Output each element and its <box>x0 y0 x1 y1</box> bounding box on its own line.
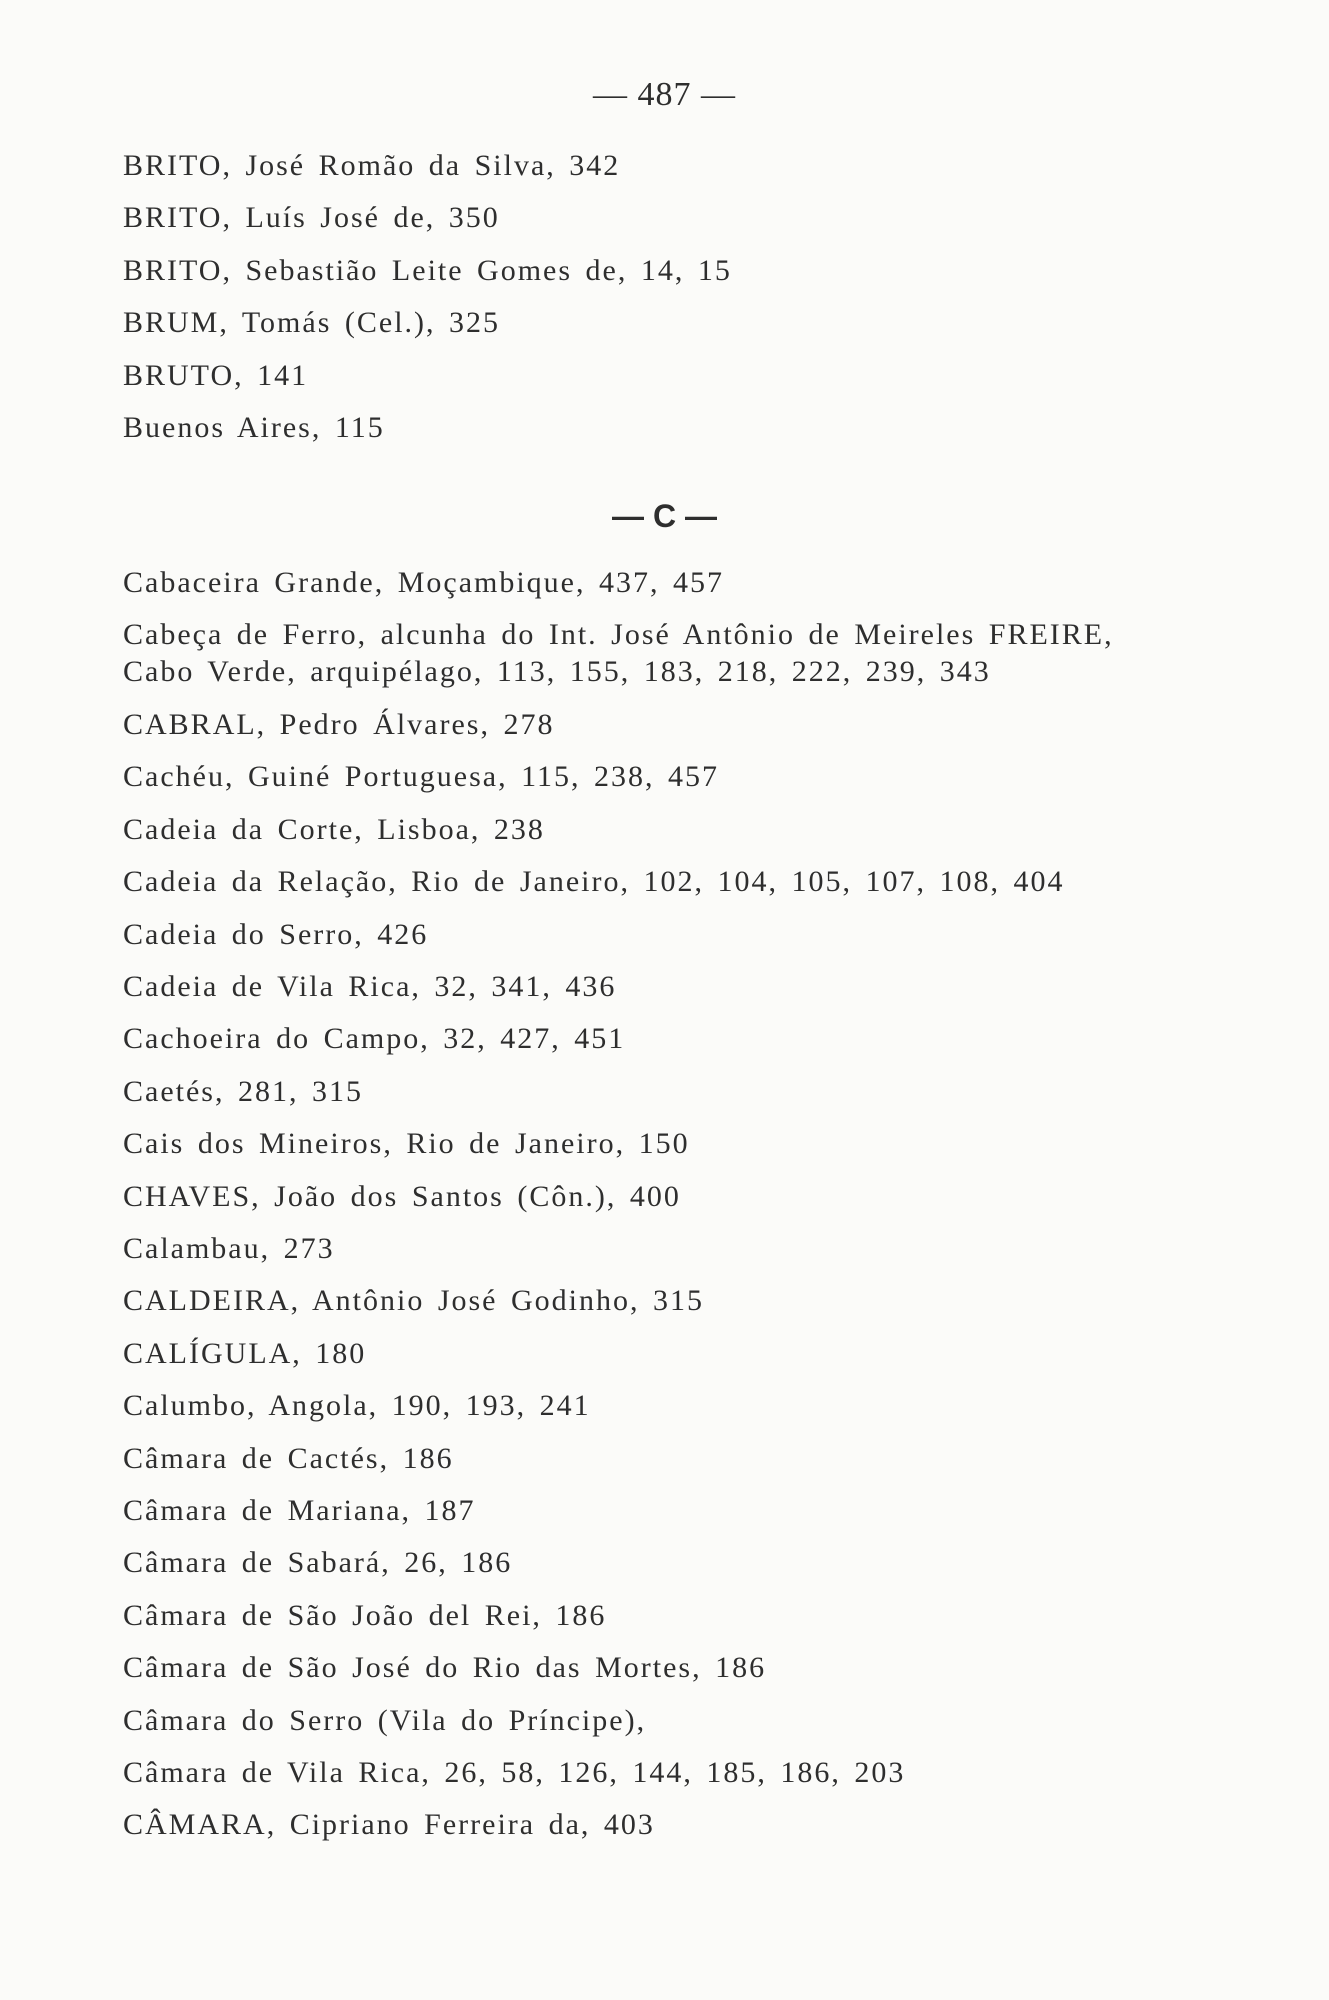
index-entry: Cabeça de Ferro, alcunha do Int. José Antônio de Meireles FREIRE, <box>123 618 1114 651</box>
section-heading-c: — C — <box>612 498 717 534</box>
index-entry: CÂMARA, Cipriano Ferreira da, 403 <box>123 1808 655 1842</box>
page-number: — 487 — <box>593 76 736 113</box>
index-entry: Caetés, 281, 315 <box>123 1074 363 1108</box>
index-entry: Cadeia de Vila Rica, 32, 341, 436 <box>123 970 617 1003</box>
index-entry: BRITO, José Romão da Silva, 342 <box>123 149 621 182</box>
index-entry: Cadeia do Serro, 426 <box>123 917 429 951</box>
index-entry: CHAVES, João dos Santos (Côn.), 400 <box>123 1179 681 1213</box>
index-entry: Calambau, 273 <box>123 1232 335 1265</box>
index-entry: BRITO, Sebastião Leite Gomes de, 14, 15 <box>123 253 732 287</box>
index-entry: Câmara de Mariana, 187 <box>123 1494 476 1527</box>
index-entry: CALÍGULA, 180 <box>123 1336 367 1370</box>
index-entry: CALDEIRA, Antônio José Godinho, 315 <box>123 1284 704 1318</box>
index-entry: Buenos Aires, 115 <box>123 411 385 444</box>
index-entry: BRUM, Tomás (Cel.), 325 <box>123 306 501 340</box>
index-entry: Cais dos Mineiros, Rio de Janeiro, 150 <box>123 1127 690 1161</box>
index-entry: BRUTO, 141 <box>123 358 309 392</box>
index-entry: Câmara de Cactés, 186 <box>123 1441 454 1475</box>
index-entry: Câmara de São José do Rio das Mortes, 186 <box>123 1651 767 1685</box>
index-entry: Câmara de Sabará, 26, 186 <box>123 1546 513 1580</box>
index-entry: Cabaceira Grande, Moçambique, 437, 457 <box>123 566 724 599</box>
index-entry: Calumbo, Angola, 190, 193, 241 <box>123 1389 591 1423</box>
index-entry: BRITO, Luís José de, 350 <box>123 201 500 235</box>
index-entry: Cachéu, Guiné Portuguesa, 115, 238, 457 <box>123 760 719 794</box>
index-entry: Cabo Verde, arquipélago, 113, 155, 183, 218, 222, 239, 343 <box>123 655 991 688</box>
index-entry: Câmara de Vila Rica, 26, 58, 126, 144, 185, 186, 203 <box>123 1756 906 1789</box>
index-entry: Cadeia da Relação, Rio de Janeiro, 102, 104, 105, 107, 108, 404 <box>123 865 1065 899</box>
index-entry: Câmara do Serro (Vila do Príncipe), <box>123 1703 647 1737</box>
index-entry: CABRAL, Pedro Álvares, 278 <box>123 708 555 741</box>
index-entry: Câmara de São João del Rei, 186 <box>123 1598 607 1632</box>
index-entry: Cadeia da Corte, Lisboa, 238 <box>123 812 545 846</box>
index-entry: Cachoeira do Campo, 32, 427, 451 <box>123 1022 626 1056</box>
